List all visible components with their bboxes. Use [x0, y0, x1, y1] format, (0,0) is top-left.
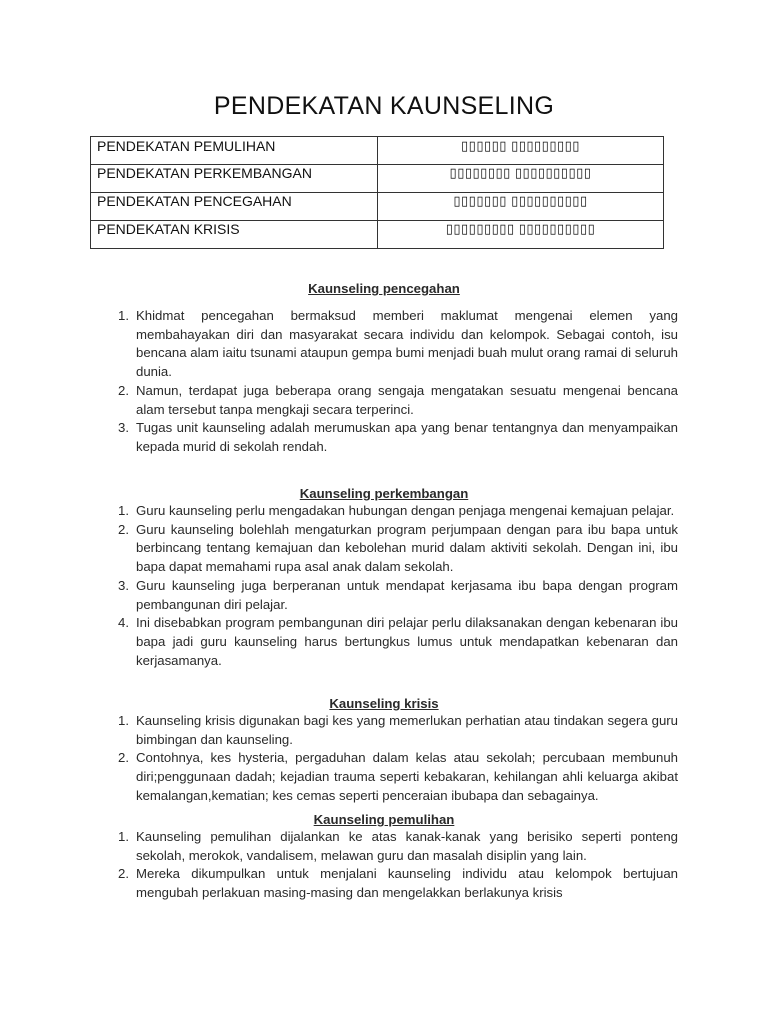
list-item	[118, 502, 678, 521]
list-item	[118, 865, 678, 902]
section-perkembangan	[0, 486, 768, 670]
table-cell-approach: PENDEKATAN PEMULIHAN	[91, 137, 378, 165]
table-row	[91, 165, 664, 193]
section-heading: Kaunseling pencegahan	[308, 281, 460, 296]
table-row	[91, 137, 664, 165]
list-text: Guru kaunseling bolehlah mengaturkan program perjumpaan dengan para ibu bapa untuk berbincang tentang kemajuan dan kebolehan murid dalam aktiviti sekolah. Dengan ini, ibu bapa dapat memahami rupa asal anak dalam sekolah.	[136, 521, 678, 575]
list-text: Guru kaunseling perlu mengadakan hubungan dengan penjaga mengenai kemajuan pelajar.	[136, 503, 675, 518]
section-krisis	[0, 696, 768, 806]
table-cell-unrendered: ▯▯▯▯▯▯▯▯▯ ▯▯▯▯▯▯▯▯▯▯	[378, 221, 664, 249]
list-number: 2.	[118, 866, 129, 882]
list-text: Guru kaunseling juga berperanan untuk mendapat kerjasama ibu bapa dengan program pembangunan diri pelajar.	[136, 577, 678, 612]
list-text: Kaunseling krisis digunakan bagi kes yang memerlukan perhatian atau tindakan segera guru bimbingan dan kaunseling.	[136, 713, 678, 747]
list-number: 3.	[118, 420, 129, 436]
section-heading: Kaunseling perkembangan	[299, 486, 469, 501]
list-text: Namun, terdapat juga beberapa orang sengaja mengatakan sesuatu mengenai bencana alam tersebut tanpa mengkaji secara terperinci.	[136, 382, 678, 417]
list-text: Ini disebabkan program pembangunan diri pelajar perlu dilaksanakan dengan kebenaran ibu bapa jadi guru kaunseling harus bertungkus lumus untuk mendapatkan kebenaran dan kerjasamanya.	[136, 615, 678, 668]
list-item	[118, 419, 678, 456]
table-row	[91, 193, 664, 221]
table-row	[91, 221, 664, 249]
list-item	[118, 577, 678, 614]
numbered-list	[0, 502, 768, 670]
section-heading: Kaunseling pemulihan	[313, 812, 455, 827]
table-cell-unrendered: ▯▯▯▯▯▯▯▯ ▯▯▯▯▯▯▯▯▯▯	[378, 165, 664, 193]
list-number: 4.	[118, 615, 129, 631]
list-number: 2.	[118, 382, 129, 398]
list-text: Contohnya, kes hysteria, pergaduhan dalam kelas atau sekolah; percubaan membunuh diri;penggunaan dadah; kejadian trauma seperti kebakaran, kehilangan ahli keluarga akibat kemalangan,kematian; kes cemas seperti penceraian ibubapa dan sebagainya.	[136, 750, 678, 803]
list-item	[118, 712, 678, 749]
table-cell-approach: PENDEKATAN KRISIS	[91, 221, 378, 249]
list-number: 3.	[118, 577, 129, 593]
list-item	[118, 749, 678, 805]
section-pencegahan	[0, 281, 768, 457]
list-number: 1.	[118, 829, 129, 844]
list-item	[118, 307, 678, 382]
numbered-list	[0, 307, 768, 457]
page-title: PENDEKATAN KAUNSELING	[213, 92, 555, 120]
table-cell-approach: PENDEKATAN PENCEGAHAN	[91, 193, 378, 221]
list-item	[118, 828, 678, 865]
list-item	[118, 614, 678, 670]
numbered-list	[0, 712, 768, 806]
list-text: Tugas unit kaunseling adalah merumuskan apa yang benar tentangnya dan menyampaikan kepada murid di sekolah rendah.	[136, 420, 678, 454]
list-number: 2.	[118, 521, 129, 537]
list-item	[118, 382, 678, 419]
section-pemulihan	[0, 812, 768, 903]
numbered-list	[0, 828, 768, 903]
approach-table	[90, 136, 664, 249]
list-text: Khidmat pencegahan bermaksud memberi maklumat mengenai elemen yang membahayakan diri dan masyarakat secara individu dan kelompok. Sebagai contoh, isu bencana alam iaitu tsunami ataupun gempa bumi menjadi buah mulut orang ramai di seluruh dunia.	[136, 308, 678, 380]
table-cell-unrendered: ▯▯▯▯▯▯▯ ▯▯▯▯▯▯▯▯▯▯	[378, 193, 664, 221]
list-number: 1.	[118, 503, 129, 518]
list-text: Kaunseling pemulihan dijalankan ke atas kanak-kanak yang berisiko seperti ponteng sekolah, merokok, vandalisem, melawan guru dan masalah disiplin yang lain.	[136, 829, 678, 863]
list-item	[118, 521, 678, 577]
list-number: 1.	[118, 308, 129, 323]
list-number: 2.	[118, 750, 129, 766]
list-number: 1.	[118, 713, 129, 728]
table-cell-unrendered: ▯▯▯▯▯▯ ▯▯▯▯▯▯▯▯▯	[378, 137, 664, 165]
table-cell-approach: PENDEKATAN PERKEMBANGAN	[91, 165, 378, 193]
section-heading: Kaunseling krisis	[329, 696, 439, 711]
list-text: Mereka dikumpulkan untuk menjalani kaunseling individu atau kelompok bertujuan mengubah perlakuan masing-masing dan mengelakkan berlakunya krisis	[136, 866, 678, 901]
